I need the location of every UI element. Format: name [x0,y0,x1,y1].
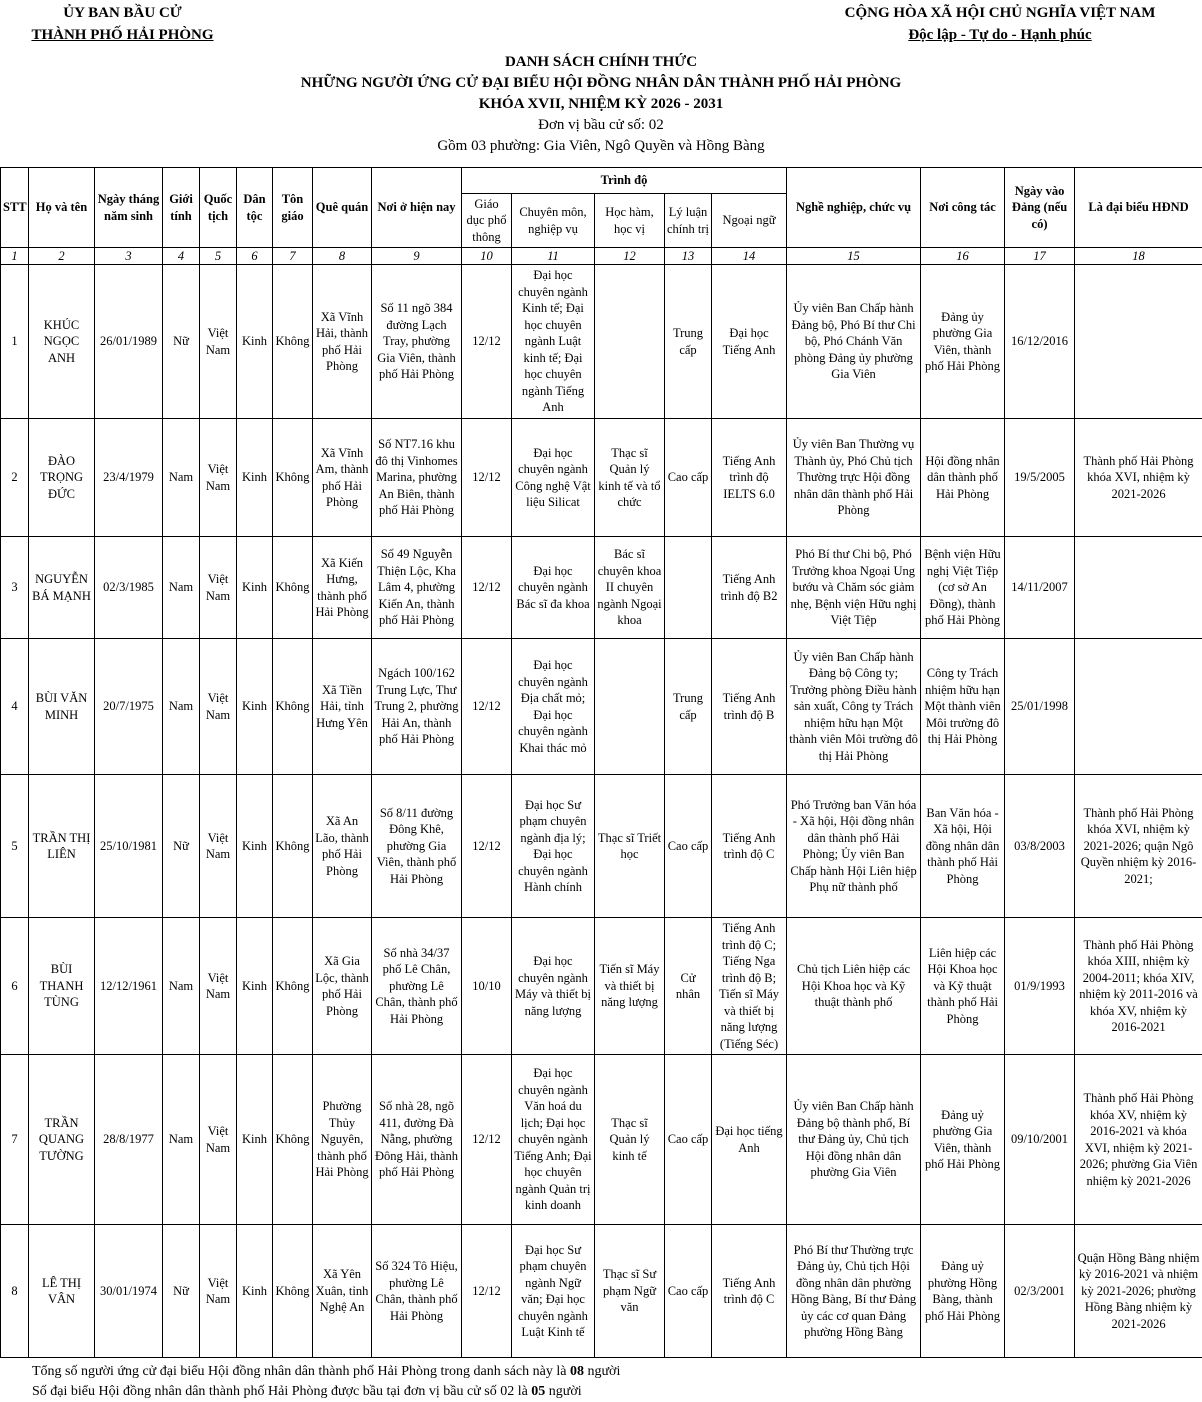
col-academic: Học hàm, học vị [595,194,665,248]
cell-occupation: Phó Bí thư Thường trực Đảng ủy, Chủ tịch Hội đồng nhân dân phường Hồng Bàng, Bí thư Đảng ủy các cơ quan Đảng phường Hồng Bàng [787,1225,921,1358]
col-ethnicity: Dân tộc [237,168,273,248]
issuer-line1: ỦY BAN BẦU CỬ [63,5,182,21]
cell-dob: 02/3/1985 [95,537,163,639]
elected-suffix: người [545,1384,582,1399]
cell-stt: 3 [1,537,29,639]
col-stt: STT [1,168,29,248]
col-dob: Ngày tháng năm sinh [95,168,163,248]
column-number: 8 [313,248,372,265]
cell-name: TRẦN QUANG TƯỜNG [29,1055,95,1225]
col-residence: Nơi ở hiện nay [372,168,462,248]
cell-party-date: 03/8/2003 [1005,775,1075,918]
cell-general-edu: 10/10 [462,918,512,1055]
cell-ethnicity: Kinh [237,537,273,639]
cell-hometown: Xã An Lão, thành phố Hải Phòng [313,775,372,918]
cell-party-date: 02/3/2001 [1005,1225,1075,1358]
column-number: 4 [163,248,200,265]
col-nationality: Quốc tịch [200,168,237,248]
cell-gender: Nam [163,537,200,639]
cell-gender: Nữ [163,1225,200,1358]
cell-nationality: Việt Nam [200,1225,237,1358]
cell-dob: 20/7/1975 [95,639,163,775]
cell-party-date: 16/12/2016 [1005,265,1075,419]
cell-political: Cao cấp [665,1225,712,1358]
col-party-date: Ngày vào Đảng (nếu có) [1005,168,1075,248]
cell-professional: Đại học chuyên ngành Kinh tế; Đại học chuyên ngành Luật kinh tế; Đại học chuyên ngành Tiếng Anh [512,265,595,419]
cell-political: Cao cấp [665,775,712,918]
cell-residence: Số nhà 28, ngõ 411, đường Đà Nẵng, phường Đông Hải, thành phố Hải Phòng [372,1055,462,1225]
cell-academic: Thạc sĩ Triết học [595,775,665,918]
cell-professional: Đại học Sư phạm chuyên ngành địa lý; Đại học chuyên ngành Hành chính [512,775,595,918]
national-motto: Độc lập - Tự do - Hạnh phúc [908,27,1092,43]
cell-occupation: Ủy viên Ban Chấp hành Đảng bộ, Phó Bí thư Chi bộ, Phó Chánh Văn phòng Đảng ủy phường Gia Viên [787,265,921,419]
document-term: KHÓA XVII, NHIỆM KỲ 2026 - 2031 [478,96,724,112]
cell-workplace: Liên hiệp các Hội Khoa học và Kỹ thuật thành phố Hải Phòng [921,918,1005,1055]
cell-language: Tiếng Anh trình độ C [712,775,787,918]
col-education-group: Trình độ [462,168,787,194]
cell-occupation: Ủy viên Ban Chấp hành Đảng bộ Công ty; Trưởng phòng Điều hành sản xuất, Công ty Trách nhiệm hữu hạn Một thành viên Môi trường đô thị Hải Phòng [787,639,921,775]
cell-ethnicity: Kinh [237,265,273,419]
cell-party-date: 25/01/1998 [1005,639,1075,775]
column-number: 12 [595,248,665,265]
cell-hometown: Xã Gia Lộc, thành phố Hải Phòng [313,918,372,1055]
cell-academic: Bác sĩ chuyên khoa II chuyên ngành Ngoại khoa [595,537,665,639]
cell-delegate [1075,265,1202,419]
cell-occupation: Phó Trưởng ban Văn hóa - Xã hội, Hội đồng nhân dân thành phố Hải Phòng; Ủy viên Ban Chấp hành Hội Liên hiệp Phụ nữ thành phố [787,775,921,918]
cell-workplace: Đảng ủy phường Gia Viên, thành phố Hải Phòng [921,265,1005,419]
column-number-row [1,248,1202,265]
cell-hometown: Xã Tiền Hải, tỉnh Hưng Yên [313,639,372,775]
issuer-header [0,2,245,46]
column-number: 2 [29,248,95,265]
cell-language: Tiếng Anh trình độ B2 [712,537,787,639]
cell-academic: Thạc sĩ Quản lý kinh tế và tổ chức [595,419,665,537]
cell-residence: Ngách 100/162 Trung Lực, Thư Trung 2, phường Hải An, thành phố Hải Phòng [372,639,462,775]
cell-general-edu: 12/12 [462,639,512,775]
cell-language: Tiếng Anh trình độ IELTS 6.0 [712,419,787,537]
cell-workplace: Công ty Trách nhiệm hữu hạn Một thành viên Môi trường đô thị Hải Phòng [921,639,1005,775]
col-workplace: Nơi công tác [921,168,1005,248]
cell-academic [595,265,665,419]
cell-stt: 7 [1,1055,29,1225]
cell-stt: 6 [1,918,29,1055]
summary-total-line [32,1362,620,1382]
column-number: 5 [200,248,237,265]
col-language: Ngoại ngữ [712,194,787,248]
cell-religion: Không [273,537,313,639]
cell-gender: Nữ [163,265,200,419]
cell-religion: Không [273,918,313,1055]
cell-party-date: 01/9/1993 [1005,918,1075,1055]
column-number: 15 [787,248,921,265]
table-row [1,639,1202,775]
cell-occupation: Chủ tịch Liên hiệp các Hội Khoa học và Kỹ thuật thành phố [787,918,921,1055]
cell-name: LÊ THỊ VÂN [29,1225,95,1358]
cell-nationality: Việt Nam [200,775,237,918]
cell-political: Cao cấp [665,419,712,537]
cell-dob: 25/10/1981 [95,775,163,918]
cell-religion: Không [273,1055,313,1225]
cell-language: Tiếng Anh trình độ C; Tiếng Nga trình độ B; Tiến sĩ Máy và thiết bị năng lượng (Tiếng Séc) [712,918,787,1055]
cell-name: BÙI THANH TÙNG [29,918,95,1055]
cell-religion: Không [273,775,313,918]
electoral-unit: Đơn vị bầu cử số: 02 [538,117,664,133]
document-subtitle: NHỮNG NGƯỜI ỨNG CỬ ĐẠI BIỂU HỘI ĐỒNG NHÂN DÂN THÀNH PHỐ HẢI PHÒNG [300,75,902,91]
cell-ethnicity: Kinh [237,918,273,1055]
cell-occupation: Ủy viên Ban Thường vụ Thành ủy, Phó Chủ tịch Thường trực Hội đồng nhân dân thành phố Hải Phòng [787,419,921,537]
cell-party-date: 14/11/2007 [1005,537,1075,639]
candidate-table [0,167,1202,1358]
cell-general-edu: 12/12 [462,1225,512,1358]
cell-professional: Đại học chuyên ngành Địa chất mỏ; Đại học chuyên ngành Khai thác mỏ [512,639,595,775]
cell-delegate: Thành phố Hải Phòng khóa XV, nhiệm kỳ 2016-2021 và khóa XVI, nhiệm kỳ 2021-2026; phường Gia Viên nhiệm kỳ 2021-2026 [1075,1055,1202,1225]
cell-workplace: Đảng uỷ phường Gia Viên, thành phố Hải Phòng [921,1055,1005,1225]
cell-academic [595,639,665,775]
cell-name: KHÚC NGỌC ANH [29,265,95,419]
cell-language: Tiếng Anh trình độ C [712,1225,787,1358]
col-occupation: Nghề nghiệp, chức vụ [787,168,921,248]
cell-religion: Không [273,265,313,419]
cell-religion: Không [273,1225,313,1358]
cell-language: Đại học Tiếng Anh [712,265,787,419]
cell-nationality: Việt Nam [200,639,237,775]
cell-dob: 23/4/1979 [95,419,163,537]
cell-stt: 4 [1,639,29,775]
table-row [1,265,1202,419]
cell-ethnicity: Kinh [237,419,273,537]
cell-workplace: Ban Văn hóa - Xã hội, Hội đồng nhân dân thành phố Hải Phòng [921,775,1005,918]
cell-dob: 12/12/1961 [95,918,163,1055]
cell-general-edu: 12/12 [462,1055,512,1225]
cell-occupation: Ủy viên Ban Chấp hành Đảng bộ thành phố, Bí thư Đảng ủy, Chủ tịch Hội đồng nhân dân phường Gia Viên [787,1055,921,1225]
cell-professional: Đại học chuyên ngành Công nghệ Vật liệu Silicat [512,419,595,537]
cell-political [665,537,712,639]
col-delegate: Là đại biểu HĐND [1075,168,1202,248]
table-row [1,918,1202,1055]
cell-hometown: Xã Kiến Hưng, thành phố Hải Phòng [313,537,372,639]
table-row [1,775,1202,918]
cell-general-edu: 12/12 [462,419,512,537]
document-titles [0,52,1202,157]
cell-hometown: Xã Vĩnh Hải, thành phố Hải Phòng [313,265,372,419]
cell-name: ĐÀO TRỌNG ĐỨC [29,419,95,537]
column-number: 3 [95,248,163,265]
cell-gender: Nam [163,918,200,1055]
cell-name: NGUYỄN BÁ MẠNH [29,537,95,639]
cell-political: Cao cấp [665,1055,712,1225]
cell-gender: Nam [163,419,200,537]
elected-count: 05 [531,1384,546,1399]
cell-workplace: Bệnh viện Hữu nghị Việt Tiệp (cơ sở An Đồng), thành phố Hải Phòng [921,537,1005,639]
cell-residence: Số 324 Tô Hiệu, phường Lê Chân, thành phố Hải Phòng [372,1225,462,1358]
cell-language: Đại học tiếng Anh [712,1055,787,1225]
issuer-line2: THÀNH PHỐ HẢI PHÒNG [31,27,214,43]
cell-professional: Đại học Sư phạm chuyên ngành Ngữ văn; Đại học chuyên ngành Luật Kinh tế [512,1225,595,1358]
total-suffix: người [583,1364,621,1379]
cell-general-edu: 12/12 [462,537,512,639]
col-hometown: Quê quán [313,168,372,248]
cell-stt: 2 [1,419,29,537]
cell-dob: 30/01/1974 [95,1225,163,1358]
col-general-edu: Giáo dục phổ thông [462,194,512,248]
col-name: Họ và tên [29,168,95,248]
cell-stt: 5 [1,775,29,918]
cell-ethnicity: Kinh [237,639,273,775]
column-number: 6 [237,248,273,265]
cell-political: Trung cấp [665,639,712,775]
column-number: 1 [1,248,29,265]
cell-nationality: Việt Nam [200,918,237,1055]
column-number: 11 [512,248,595,265]
cell-stt: 1 [1,265,29,419]
cell-hometown: Xã Yên Xuân, tỉnh Nghệ An [313,1225,372,1358]
cell-delegate: Quận Hồng Bàng nhiệm kỳ 2016-2021 và nhiệm kỳ 2021-2026; phường Hồng Bàng nhiệm kỳ 2021-2026 [1075,1225,1202,1358]
cell-occupation: Phó Bí thư Chi bộ, Phó Trưởng khoa Ngoại Ung bướu và Chăm sóc giảm nhẹ, Bệnh viện Hữu nghị Việt Tiệp [787,537,921,639]
cell-hometown: Xã Vĩnh Am, thành phố Hải Phòng [313,419,372,537]
cell-academic: Thạc sĩ Quản lý kinh tế [595,1055,665,1225]
cell-residence: Số nhà 34/37 phố Lê Chân, phường Lê Chân, thành phố Hải Phòng [372,918,462,1055]
cell-residence: Số NT7.16 khu đô thị Vinhomes Marina, phường An Biên, thành phố Hải Phòng [372,419,462,537]
cell-workplace: Hội đồng nhân dân thành phố Hải Phòng [921,419,1005,537]
cell-nationality: Việt Nam [200,537,237,639]
cell-general-edu: 12/12 [462,775,512,918]
column-number: 10 [462,248,512,265]
table-row [1,419,1202,537]
col-gender: Giới tính [163,168,200,248]
col-professional: Chuyên môn, nghiệp vụ [512,194,595,248]
column-number: 9 [372,248,462,265]
cell-hometown: Phường Thủy Nguyên, thành phố Hải Phòng [313,1055,372,1225]
column-number: 13 [665,248,712,265]
cell-party-date: 19/5/2005 [1005,419,1075,537]
total-prefix: Tổng số người ứng cử đại biểu Hội đồng nhân dân thành phố Hải Phòng trong danh sách này là [32,1364,570,1379]
national-title: CỘNG HÒA XÃ HỘI CHỦ NGHĨA VIỆT NAM [844,5,1156,21]
cell-residence: Số 49 Nguyễn Thiện Lộc, Kha Lâm 4, phường Kiến An, thành phố Hải Phòng [372,537,462,639]
col-religion: Tôn giáo [273,168,313,248]
cell-gender: Nam [163,639,200,775]
electoral-wards: Gồm 03 phường: Gia Viên, Ngô Quyền và Hồng Bàng [437,138,765,154]
cell-party-date: 09/10/2001 [1005,1055,1075,1225]
document-title: DANH SÁCH CHÍNH THỨC [504,54,698,70]
cell-religion: Không [273,639,313,775]
cell-delegate: Thành phố Hải Phòng khóa XVI, nhiệm kỳ 2021-2026; quận Ngô Quyền nhiệm kỳ 2016-2021; [1075,775,1202,918]
cell-religion: Không [273,419,313,537]
cell-stt: 8 [1,1225,29,1358]
cell-academic: Thạc sĩ Sư phạm Ngữ văn [595,1225,665,1358]
cell-ethnicity: Kinh [237,1225,273,1358]
summary-elected-line [32,1382,620,1402]
cell-delegate [1075,537,1202,639]
cell-political: Cử nhân [665,918,712,1055]
cell-gender: Nam [163,1055,200,1225]
cell-name: TRẦN THỊ LIÊN [29,775,95,918]
cell-ethnicity: Kinh [237,775,273,918]
cell-delegate [1075,639,1202,775]
cell-professional: Đại học chuyên ngành Văn hoá du lịch; Đại học chuyên ngành Tiếng Anh; Đại học chuyên ngành Quản trị kinh doanh [512,1055,595,1225]
cell-academic: Tiến sĩ Máy và thiết bị năng lượng [595,918,665,1055]
column-number: 7 [273,248,313,265]
cell-dob: 28/8/1977 [95,1055,163,1225]
table-row [1,537,1202,639]
col-political: Lý luận chính trị [665,194,712,248]
cell-ethnicity: Kinh [237,1055,273,1225]
candidate-rows [1,265,1202,1358]
cell-workplace: Đảng uỷ phường Hồng Bàng, thành phố Hải Phòng [921,1225,1005,1358]
cell-political: Trung cấp [665,265,712,419]
cell-residence: Số 11 ngõ 384 đường Lạch Tray, phường Gia Viên, thành phố Hải Phòng [372,265,462,419]
cell-name: BÙI VĂN MINH [29,639,95,775]
cell-nationality: Việt Nam [200,265,237,419]
cell-nationality: Việt Nam [200,1055,237,1225]
column-number: 16 [921,248,1005,265]
total-count: 08 [569,1364,584,1379]
column-number: 17 [1005,248,1075,265]
cell-gender: Nữ [163,775,200,918]
cell-delegate: Thành phố Hải Phòng khóa XVI, nhiệm kỳ 2021-2026 [1075,419,1202,537]
cell-language: Tiếng Anh trình độ B [712,639,787,775]
national-header [780,2,1202,46]
column-number: 18 [1075,248,1202,265]
cell-delegate: Thành phố Hải Phòng khóa XIII, nhiệm kỳ 2004-2011; khóa XIV, nhiệm kỳ 2011-2016 và khóa XV, nhiệm kỳ 2016-2021 [1075,918,1202,1055]
cell-professional: Đại học chuyên ngành Bác sĩ đa khoa [512,537,595,639]
cell-general-edu: 12/12 [462,265,512,419]
elected-prefix: Số đại biểu Hội đồng nhân dân thành phố Hải Phòng được bầu tại đơn vị bầu cử số 02 là [32,1384,532,1399]
column-number: 14 [712,248,787,265]
cell-professional: Đại học chuyên ngành Máy và thiết bị năng lượng [512,918,595,1055]
cell-residence: Số 8/11 đường Đông Khê, phường Gia Viên, thành phố Hải Phòng [372,775,462,918]
cell-dob: 26/01/1989 [95,265,163,419]
cell-nationality: Việt Nam [200,419,237,537]
table-row [1,1055,1202,1225]
summary-footer [32,1362,620,1402]
table-row [1,1225,1202,1358]
